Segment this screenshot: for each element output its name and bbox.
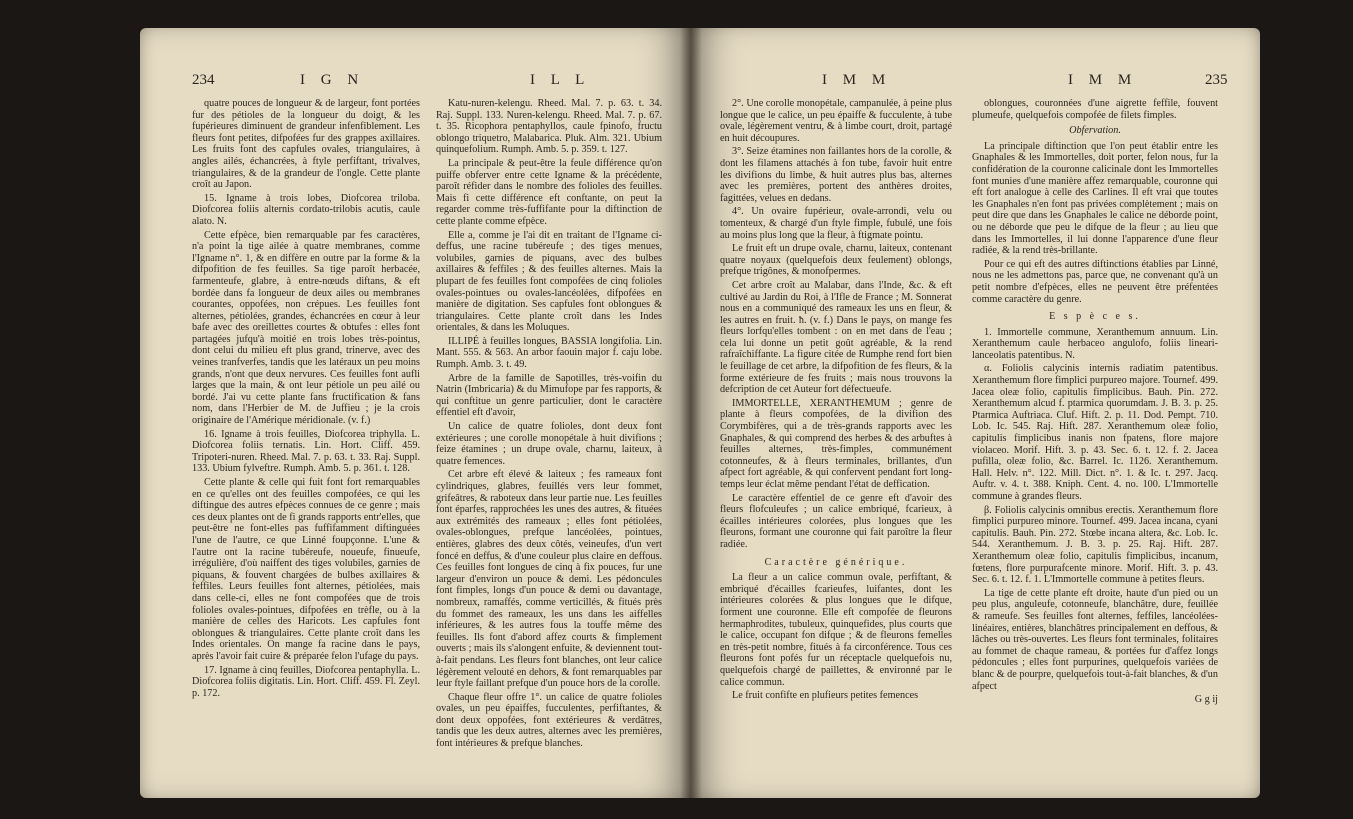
open-book bbox=[140, 28, 1260, 798]
section-heading: E s p è c e s. bbox=[1049, 311, 1141, 323]
paragraph: 16. Igname à trois feuilles, Diofcorea triphylla. L. Diofcorea foliis ternatis. Lin. Hort. Cliff. 459. Tripoteri-nuren. Rheed. Mal. 7. p. 63. t. 33. Raj. Suppl. 133. Ubium fylveftre. Rumph. Amb. 5. p. 361. t. 128. bbox=[192, 428, 420, 475]
paragraph: 3°. Seize étamines non faillantes hors de la corolle, & dont les filamens attachés à fon tube, favoir huit entre les divifions du limbe, & huit autres plus bas, alternes avec les premières, portent des anthères droites, fagittées, velues en dedans. bbox=[720, 146, 952, 204]
paragraph: 1. Immortelle commune, Xeranthemum annuum. Lin. Xeranthemum caule herbaceo angulofo, foliis lineari-lanceolatis patentibus. N. bbox=[972, 326, 1218, 361]
paragraph: Arbre de la famille de Sapotilles, très-voifin du Natrin (Imbricaria) & du Mimufope par fes rapports, & qui conftitue un genre particulier, dont le caractère effentiel eft d'avoir, bbox=[436, 372, 662, 419]
right-page bbox=[690, 28, 1260, 798]
left-page bbox=[140, 28, 690, 798]
left-running-head-right: I L L bbox=[530, 72, 591, 88]
paragraph: quatre pouces de longueur & de largeur, font portées fur des pétioles de la longueur du doigt, & les fupérieures diminuent de grandeur infenfiblement. Les fleurs font petites, difpofées fur des grappes axillaires. Les fruits font des capfules ovales, triangulaires, à angles ailés, échancrées, à ftyle perfiftant, trivalves, triangulaires, & de la grandeur de l'ongle. Cette plante croît au Japon. bbox=[192, 98, 420, 191]
right-running-head-left: I M M bbox=[822, 72, 892, 88]
paragraph: ILLIPÉ à feuilles longues, BASSIA longifolia. Lin. Mant. 555. & 563. An arbor faouin major f. caju lobe. Rumph. Amb. 3. t. 49. bbox=[436, 335, 662, 371]
right-page-number: 235 bbox=[1205, 72, 1228, 88]
paragraph: 17. Igname à cinq feuilles, Diofcorea pentaphylla. L. Diofcorea foliis digitatis. Lin. Hort. Cliff. 459. Fl. Zeyl. p. 172. bbox=[192, 664, 420, 699]
paragraph: Le fruit eft un drupe ovale, charnu, laiteux, contenant quatre noyaux (quelquefois deux feulement) oblongs, prefque trigônes, & monofpermes. bbox=[720, 243, 952, 278]
left-page-number: 234 bbox=[192, 72, 215, 88]
left-running-head-left: I G N bbox=[300, 72, 365, 88]
paragraph: 15. Igname à trois lobes, Diofcorea triloba. Diofcorea foliis alternis cordato-trilobis acutis, caule alato. N. bbox=[192, 192, 420, 227]
paragraph: 4°. Un ovaire fupérieur, ovale-arrondi, velu ou tomenteux, & chargé d'un ftyle fimple, fubulé, une fois au moins plus long que la fleur, à ftigmate pointu. bbox=[720, 206, 952, 241]
paragraph: Cette efpèce, bien remarquable par fes caractères, n'a point la tige ailée à quatre membranes, comme l'Igname n°. 1, & en diffère en outre par la forme & la difpofition de fes feuilles. Sa tige paroît herbacée, farmenteufe, glabre, à entre-nœuds diftans, & eft bordée dans fa longueur de deux ailes ou membranes courantes, oppofées, non crépues. Les feuilles font alternes, pétiolées, grandes, échancrées en cœur à leur bafe avec des oreillettes courtes & obtufes : elles font partagées jufqu'à moitié en trois lobes très-pointus, dont celui du milieu eft plus grand, trinerve, avec des veines tranfverfes, tandis que les latéraux un peu moins grands, n'ont que deux nervures. Ces feuilles font aufli larges que la main, & ont leur pétiole un peu ailé ou bordé. J'ai vu cette plante fans fructification & fans nom, dans l'Herbier de M. de Juffieu ; je la crois originaire de l'Amérique méridionale. (v. f.) bbox=[192, 229, 420, 427]
paragraph: IMMORTELLE, XERANTHEMUM ; genre de plante à fleurs compofées, de la divifion des Corymbifères, qui a de très-grands rapports avec les Gnaphales, & qui comprend des herbes & des arbuftes à feuilles alternes, très-fimples, communément cotonneufes, & à fleurs terminales, brillantes, d'un afpect fort agréable, & qui confervent pendant fort long-temps leur éclat même pendant l'état de deffication. bbox=[720, 397, 952, 490]
paragraph: La principale & peut-être la feule différence qu'on puiffe obferver entre cette Igname & la précédente, paroît réfider dans le nombre des folioles des feuilles. Mais fi cette différence eft conftante, on peut la regarder comme très-fuffifante pour la diftinction de cette plante comme efpèce. bbox=[436, 157, 662, 227]
paragraph: α. Foliolis calycinis internis radiatim patentibus. Xeranthemum flore fimplici purpureo majore. Tournef. 499. Jacea oleæ folio, capitulis fimplicibus. Bauh. Pin. 272. Xeranthemum alcud f. ptarmica quorumdam. J. B. 3. p. 25. Ptarmica Auftriaca. Cluf. Hift. 2. p. 11. Dod. Pempt. 710. Lob. Ic. 545. Raj. Hift. 287. Xeranthemum oleæ folio, capitulis fimplicibus inanis non fpatens, flore majore violaceo. Morif. Hift. 3. p. 43. Sec. 6. t. 12. f. 2. Jacea pufilla, oleæ folio, &c. Barrel. Ic. 1126. Xeranthemum. Hall. Helv. n°. 122. Mill. Dict. n°. 1. & Ic. t. 297. Jacq. Auftr. v. 4. t. 388. Kniph. Cent. 4. no. 100. L'Immortelle commune à grandes fleurs. bbox=[972, 363, 1218, 502]
paragraph: Le fruit confifte en plufieurs petites femences bbox=[732, 690, 919, 702]
left-column-1 bbox=[192, 98, 420, 701]
left-page-header bbox=[140, 72, 690, 94]
paragraph: Katu-nuren-kelengu. Rheed. Mal. 7. p. 63. t. 34. Raj. Suppl. 133. Nuren-kelengu. Rheed. Mal. 7. p. 67. t. 35. Ricophora pentaphyllos, caule fpinofo, fructu oblongo triquetro, Malabarica. Pluk. Alm. 321. Ubium quinquefolium. Rumph. Amb. 5. p. 359. t. 127. bbox=[436, 98, 662, 156]
section-heading: Caractère générique. bbox=[764, 556, 908, 568]
paragraph: Cet arbre croît au Malabar, dans l'Inde, &c. & eft cultivé au Jardin du Roi, à l'Ifle de France ; M. Sonnerat nous en a communiqué des rameaux les uns en fleur, & les autres en fruit. ħ. (v. f.) Dans le pays, on mange fes fleurs lorfqu'elles tombent : on en met dans de l'eau ; cela lui donne un petit goût agréable, & la rend rafraîchiffante. La figure citée de Rumphe rend fort bien le feuillage de cet arbre, la difpofition de fes fleurs, & la forme extérieure de fes fruits ; mais nous trouvons la defcription de cet Auteur fort défectueufe. bbox=[720, 279, 952, 396]
paragraph: Elle a, comme je l'ai dit en traitant de l'Igname ci-deffus, une racine tubéreufe ; des tiges menues, volubiles, garnies de piquans, avec des bulbes axillaires & feffiles ; & des feuilles alternes. Mais la plupart de fes feuilles font compofées de cinq folioles ovales-pointues ou ovales-lancéolées, difpofées en manière de digitation. Ses capfules font oblongues & triangulaires. Cette plante croît dans les Indes orientales, & dans les Moluques. bbox=[436, 229, 662, 334]
paragraph: Le caractère effentiel de ce genre eft d'avoir des fleurs flofculeufes ; un calice embriqué, fcarieux, à écailles intérieures colorées, plus longues que les fleurons, formant une couronne qui fait paroître la fleur radiée. bbox=[720, 492, 952, 550]
right-column-2 bbox=[972, 98, 1218, 708]
paragraph: β. Foliolis calycinis omnibus erectis. Xeranthemum flore fimplici purpureo minore. Tournef. 499. Jacea incana, cyani capitulis. Bauh. Pin. 272. Stœbe incana altera, &c. Lob. Ic. 544. Xeranthemum. J. B. 3. p. 25. Raj. Hift. 287. Xeranthemum oleæ folio, capitulis fimplicibus, incanum, fœtens, flore purpurafcente minore. Morif. Hift. 3. p. 43. Sec. 6. t. 12. f. 1. L'Immortelle commune à petites fleurs. bbox=[972, 504, 1218, 586]
paragraph: Cet arbre eft élevé & laiteux ; fes rameaux font cylindriques, glabres, feuillés vers leur fommet, grifeâtres, & raboteux dans leur partie nue. Les feuilles font éparfes, rapprochées les unes des autres, & fituées aux extrémités des rameaux ; elles font pétiolées, ovales-oblongues, prefque lancéolées, pointues, entières, glabres des deux côtés, veineufes, d'un vert foncé en deffus, & d'une couleur plus claire en deffous. Ces feuilles font longues de cinq à fix pouces, fur une largeur d'environ un pouce & demi. Les pédoncules font fimples, longs d'un pouce & demi ou davantage, nombreux, ramaffés, comme verticillés, & fitués près du fommet des rameaux, les uns dans les aiffelles inférieures, & les autres fous la touffe même des feuilles. Ils font d'abord affez courts & fimplement ouverts ; mais ils s'alongent enfuite, & deviennent tout-à-fait pendans. Les fleurs font blanches, ont leur calice légèrement velouté en dehors, & font remarquables par leur ftyle faillant prefque d'un pouce hors de la corolle. bbox=[436, 469, 662, 690]
right-column-1 bbox=[720, 98, 952, 704]
paragraph: 2°. Une corolle monopétale, campanulée, à peine plus longue que le calice, un peu épaiffe & fucculente, à tube ovale, légèrement ventru, & à limbe court, droit, partagé en huit découpures. bbox=[720, 98, 952, 144]
left-column-2 bbox=[436, 98, 662, 752]
right-page-header bbox=[690, 72, 1260, 94]
right-running-head-right: I M M bbox=[1068, 72, 1138, 88]
paragraph: La tige de cette plante eft droite, haute d'un pied ou un peu plus, anguleufe, cotonneufe, blanchâtre, dure, feuillée & rameufe. Ses feuilles font alternes, feffiles, lancéolées-linéaires, entières, blanchâtres principalement en deffous, & lâches ou très-ouvertes. Les fleurs font terminales, folitaires au fommet de chaque rameau, & portées fur d'affez longs pédoncules ; elles font purpurines, quelquefois variées de blanc & de pourpre, quelquefois tout-à-fait blanches, & d'un afpect bbox=[972, 587, 1218, 692]
paragraph: Pour ce qui eft des autres diftinctions établies par Linné, nous ne les admettons pas, parce que, ne convenant qu'à un petit nombre d'efpèces, elles ne peuvent être préfentées comme caractère du genre. bbox=[972, 258, 1218, 305]
section-heading: Obfervation. bbox=[1069, 125, 1121, 137]
signature-mark: G g ij bbox=[1194, 694, 1218, 706]
paragraph: La principale diftinction que l'on peut établir entre les Gnaphales & les Immortelles, doit porter, felon nous, fur la confidération de la couronne calicinale dont les Immortelles font munies d'une manière affez remarquable, couronne qui eft fort analogue à celle des Carlines. Il eft vrai que toutes les Gnaphales n'en font pas privées complètement ; mais on peut dire que dans les Gnaphales le calice ne déborde point, ou ne déborde que peu le difque de la fleur ; au lieu que dans les Immortelles, il lui donne l'apparence d'une fleur radiée, & la rend très-brillante. bbox=[972, 140, 1218, 257]
paragraph: La fleur a un calice commun ovale, perfiftant, & embriqué d'écailles fcarieufes, luifantes, dont les intérieures colorées & plus longues que le difque, forment une couronne. Elle eft compofée de fleurons hermaphrodites, tubuleux, quinquefides, plus courts que le calice, occupant fon difque ; & de fleurons femelles en très-petit nombre, fitués à fa circonférence. Tous ces fleurons font pofés fur un réceptacle quelquefois nu, quelquefois chargé de paillettes, & environné par le calice commun. bbox=[720, 572, 952, 688]
paragraph: oblongues, couronnées d'une aigrette feffile, fouvent plumeufe, quelquefois compofée de filets fimples. bbox=[972, 98, 1218, 121]
paragraph: Cette plante & celle qui fuit font fort remarquables en ce qu'elles ont des feuilles compofées, ce qui les diftingue des autres efpèces connues de ce genre ; mais ces deux plantes ont de fi grands rapports entr'elles, que peut-être ne font-elles pas fuffifamment diftinguées l'une de l'autre, ce que Linné foupçonne. L'une & l'autre ont la racine tubéreufe, noueufe, finueufe, irrégulière, d'où naiffent des tiges volubiles, garnies de piquans, & fouvent chargées de bulbes axillaires & feffiles. Leurs feuilles font alternes, pétiolées, mais dans celle-ci, elles ne font compofées que de trois folioles ovales-pointues, difpofées en trèfle, ou à la manière de celles des Haricots. Les capfules font oblongues & triangulaires. Cette plante croît dans les Indes orientales. On mange fa racine dans le pays, après l'avoir fait cuire & préparée felon l'ufage du pays. bbox=[192, 477, 420, 662]
paragraph: Chaque fleur offre 1°. un calice de quatre folioles ovales, un peu épaiffes, fucculentes, perfiftantes, & dont deux oppofées, font extérieures & verdâtres, tandis que les deux autres, alternes avec les premières, font intérieures & prefque blanches. bbox=[436, 691, 662, 750]
paragraph: Un calice de quatre folioles, dont deux font extérieures ; une corolle monopétale à huit divifions ; feize étamines ; un drupe ovale, charnu, laiteux, à quatre femences. bbox=[436, 421, 662, 467]
